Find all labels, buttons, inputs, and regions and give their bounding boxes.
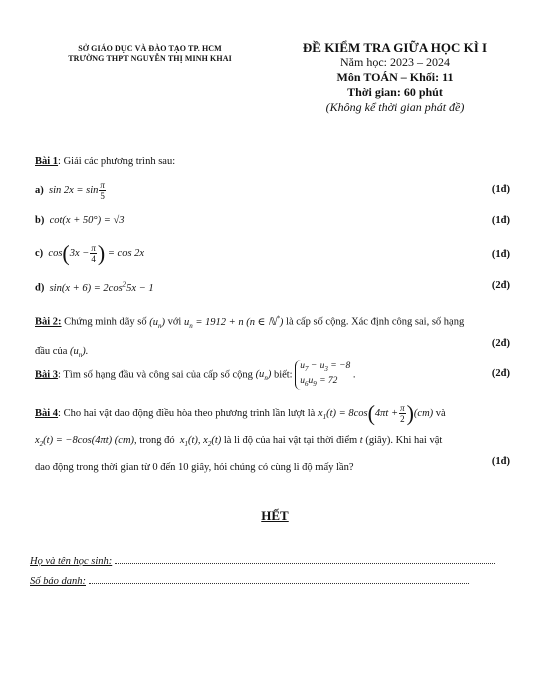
bai1-prompt xyxy=(35,156,510,167)
points: (1đ) xyxy=(491,184,510,195)
equation-system: $u_7 - u_3 = -8$ $u_6u_9 = 72$ xyxy=(295,360,350,390)
points: (2đ) xyxy=(491,368,510,379)
bai3-label: Bài 3 xyxy=(35,369,59,381)
department-name: SỞ GIÁO DỤC VÀ ĐÀO TẠO TP. HCM xyxy=(78,44,222,53)
subject: Môn TOÁN – Khối: 11 xyxy=(336,70,454,84)
bai1-item-a: a) sin 2x = sin $\frac{\pi}{5}$ (1đ) xyxy=(35,180,510,201)
note: (Không kể thời gian phát đề) xyxy=(325,100,465,114)
student-id-label: Số báo danh: xyxy=(30,576,86,587)
student-id-field[interactable] xyxy=(89,583,469,584)
exam-title: ĐỀ KIỂM TRA GIỮA HỌC KÌ I xyxy=(302,40,488,55)
student-id-line xyxy=(30,576,469,587)
end-marker: HẾT xyxy=(261,508,289,523)
school-name: TRƯỜNG THPT NGUYỄN THỊ MINH KHAI xyxy=(68,54,232,63)
header-left xyxy=(40,44,260,64)
student-name-line xyxy=(30,556,495,567)
bai1-label: Bài 1 xyxy=(35,156,59,167)
points: (2đ) xyxy=(491,338,510,349)
points: (1đ) xyxy=(491,215,510,226)
duration: Thời gian: 60 phút xyxy=(347,85,443,99)
bai1-text: : Giải các phương trình sau: xyxy=(58,156,176,167)
points: (2đ) xyxy=(491,280,510,291)
bai1-item-c: c) cos(3x − $\frac{\pi}{4}$ ) = cos 2x (1đ) xyxy=(35,240,510,266)
bai3: Bài 3: Tìm số hạng đầu và công sai của cấp số cộng $(u_n)$ biết: $u_7 - u_3 = -8$ $u_6u_9 = 72$ . (2đ) xyxy=(35,361,510,388)
bai1-item-b: b) cot(x + 50°) = √3 (1đ) xyxy=(35,215,510,226)
points: (1đ) xyxy=(491,456,510,467)
bai1-item-d: d) $\sin(x + 6) = 2\cos^25x - 1$ (2đ) xyxy=(35,280,510,294)
school-year: Năm học: 2023 – 2024 xyxy=(340,55,450,69)
header-right xyxy=(270,40,520,115)
student-name-label: Họ và tên học sinh: xyxy=(30,556,113,567)
bai4: Bài 4: Cho hai vật dao động điều hòa theo phương trình lần lượt là $x_1(t) = 8\cos(4\pi t$ + $\frac{\pi}{2}$ )(cm) và $x_2(t) = -8\cos(4\pi t)$ (cm), trong đó $x_1(t)$, $x_2(t)$ là li độ của hai vật tại thời điểm t (giây). Khi hai vật dao động trong thời gian từ 0 đến 10 giây, hỏi chúng có cùng li độ mấy lần? (1đ) xyxy=(35,400,510,474)
points: (1đ) xyxy=(491,249,510,260)
student-name-field[interactable] xyxy=(115,563,495,564)
bai4-label: Bài 4 xyxy=(35,408,59,419)
fraction: $\frac{\pi}{5}$ xyxy=(100,180,105,201)
bai2: Bài 2: Chứng minh dãy số $(u_n)$ với $u_n = 1912 + n$ (n ∈ ℕ*) là cấp số cộng. Xác định công sai, số hạng đầu của $(u_n)$. (2đ) xyxy=(35,314,510,359)
bai2-label: Bài 2: xyxy=(35,316,62,328)
